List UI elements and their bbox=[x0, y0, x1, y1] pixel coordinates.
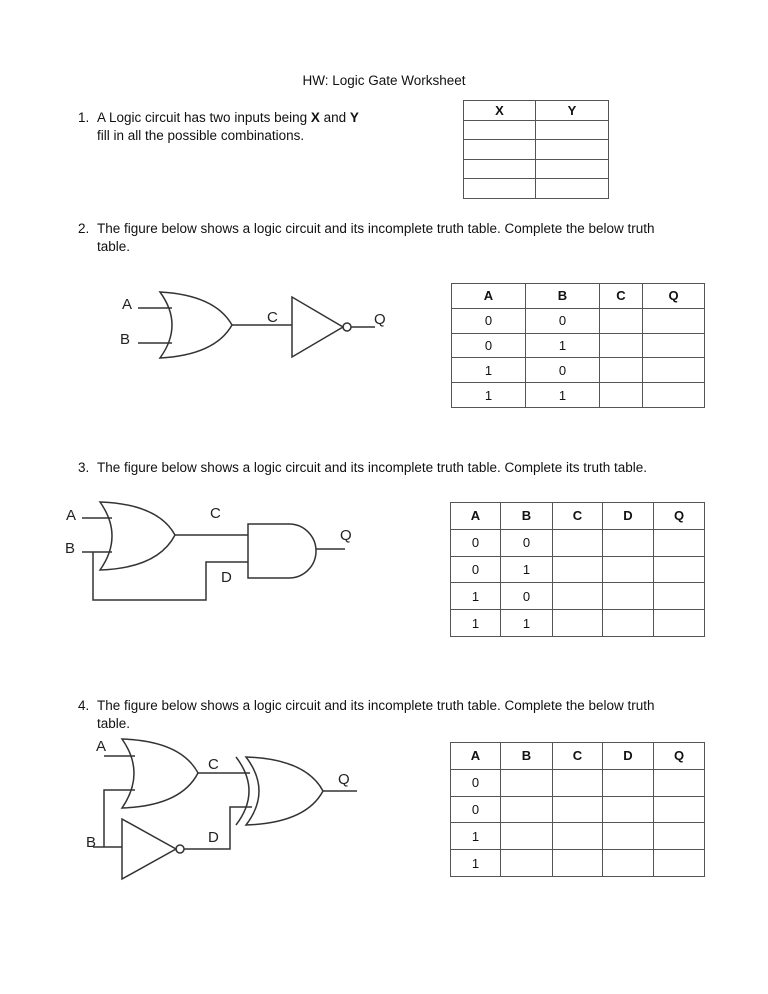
q4-label-a: A bbox=[96, 738, 107, 755]
table-row bbox=[451, 583, 705, 610]
table-cell[interactable] bbox=[553, 610, 603, 637]
table-row bbox=[451, 769, 705, 796]
table-cell[interactable]: 1 bbox=[526, 333, 600, 358]
table-header-cell: B bbox=[501, 503, 553, 530]
table-header-cell: A bbox=[451, 743, 501, 770]
q3-number: 3. bbox=[78, 460, 90, 475]
table-cell[interactable] bbox=[553, 823, 603, 850]
table-cell[interactable]: 0 bbox=[501, 529, 553, 556]
q1-text: A Logic circuit has two inputs being bbox=[97, 110, 311, 125]
table-header-cell: Q bbox=[643, 284, 705, 309]
q2-text-line1: The figure below shows a logic circuit and its incomplete truth table. Complete the below truth bbox=[97, 221, 655, 236]
table-cell[interactable]: 1 bbox=[451, 583, 501, 610]
table-header-cell: C bbox=[553, 743, 603, 770]
table-cell[interactable] bbox=[603, 583, 654, 610]
table-cell[interactable] bbox=[603, 850, 654, 877]
table-cell[interactable]: 1 bbox=[526, 383, 600, 408]
table-header-cell: A bbox=[451, 503, 501, 530]
table-cell[interactable] bbox=[654, 769, 705, 796]
q1-text-line2: fill in all the possible combinations. bbox=[97, 128, 305, 143]
table-cell[interactable]: 1 bbox=[451, 823, 501, 850]
xor-extra-curve bbox=[236, 757, 249, 825]
q2-text-line2: table. bbox=[97, 239, 131, 254]
not-gate bbox=[122, 819, 176, 879]
table-header-row bbox=[451, 743, 705, 770]
q4-label-b: B bbox=[86, 834, 97, 851]
or-gate bbox=[160, 292, 232, 358]
table-header-cell: B bbox=[526, 284, 600, 309]
table-header-cell: B bbox=[501, 743, 553, 770]
table-row bbox=[451, 796, 705, 823]
q2-label-a: A bbox=[122, 296, 133, 313]
table-header-row bbox=[451, 503, 705, 530]
table-cell[interactable] bbox=[553, 850, 603, 877]
table-header-cell: A bbox=[452, 284, 526, 309]
table-cell[interactable]: 1 bbox=[451, 850, 501, 877]
q2-label-c: C bbox=[267, 309, 278, 326]
q1-number: 1. bbox=[78, 110, 90, 125]
table-cell[interactable] bbox=[654, 583, 705, 610]
table-cell[interactable] bbox=[553, 583, 603, 610]
table-cell[interactable] bbox=[501, 850, 553, 877]
table-cell[interactable]: 0 bbox=[501, 583, 553, 610]
q2-label-q: Q bbox=[374, 311, 386, 328]
table-cell[interactable]: 1 bbox=[501, 556, 553, 583]
table-cell[interactable]: 0 bbox=[451, 529, 501, 556]
or-gate bbox=[100, 502, 175, 570]
table-cell[interactable] bbox=[501, 796, 553, 823]
table-row bbox=[451, 850, 705, 877]
table-cell[interactable] bbox=[553, 796, 603, 823]
q3-label-q: Q bbox=[340, 527, 352, 544]
table-row bbox=[451, 556, 705, 583]
var-x: X bbox=[310, 110, 320, 125]
table-header-cell: Y bbox=[536, 101, 609, 121]
table-cell[interactable] bbox=[603, 769, 654, 796]
table-cell[interactable] bbox=[501, 769, 553, 796]
table-cell[interactable] bbox=[654, 610, 705, 637]
not-gate bbox=[292, 297, 343, 357]
table-cell[interactable] bbox=[603, 529, 654, 556]
table-header-cell: Q bbox=[654, 503, 705, 530]
q2-number: 2. bbox=[78, 221, 90, 236]
wire-b-or bbox=[104, 790, 135, 847]
table-cell[interactable] bbox=[654, 850, 705, 877]
table-cell[interactable]: 1 bbox=[501, 610, 553, 637]
table-cell[interactable] bbox=[603, 823, 654, 850]
q4-label-c: C bbox=[208, 756, 219, 773]
q4-text-line2: table. bbox=[97, 716, 131, 731]
q3-label-b: B bbox=[65, 540, 76, 557]
or-gate bbox=[122, 739, 198, 808]
table-header-cell: D bbox=[603, 503, 654, 530]
q4-number: 4. bbox=[78, 698, 90, 713]
table-cell[interactable]: 0 bbox=[451, 556, 501, 583]
table-cell[interactable]: 0 bbox=[451, 769, 501, 796]
table-header-cell: D bbox=[603, 743, 654, 770]
table-cell[interactable]: 0 bbox=[452, 333, 526, 358]
q4-label-d: D bbox=[208, 829, 219, 846]
q4-label-q: Q bbox=[338, 771, 350, 788]
table-cell[interactable]: 0 bbox=[452, 308, 526, 333]
table-cell[interactable]: 1 bbox=[452, 383, 526, 408]
table-cell[interactable] bbox=[654, 823, 705, 850]
table-cell[interactable] bbox=[553, 556, 603, 583]
table-header-cell: X bbox=[464, 101, 536, 121]
q2-label-b: B bbox=[120, 331, 131, 348]
table-cell[interactable]: 0 bbox=[526, 358, 600, 383]
table-cell[interactable] bbox=[603, 556, 654, 583]
q3-text-line1: The figure below shows a logic circuit and its incomplete truth table. Complete its truth table. bbox=[97, 460, 648, 475]
table-cell[interactable] bbox=[654, 556, 705, 583]
table-cell[interactable] bbox=[603, 796, 654, 823]
q3-truth-table bbox=[450, 502, 705, 637]
table-cell[interactable] bbox=[501, 823, 553, 850]
xor-gate bbox=[246, 757, 323, 825]
table-row bbox=[451, 823, 705, 850]
q2-circuit bbox=[138, 292, 375, 358]
table-cell[interactable] bbox=[654, 529, 705, 556]
table-header-cell: Q bbox=[654, 743, 705, 770]
table-row bbox=[451, 610, 705, 637]
q1-and: and bbox=[319, 110, 350, 125]
and-gate bbox=[248, 524, 316, 578]
table-cell[interactable]: 1 bbox=[452, 358, 526, 383]
table-cell[interactable] bbox=[654, 796, 705, 823]
table-cell[interactable] bbox=[553, 769, 603, 796]
table-row bbox=[451, 529, 705, 556]
table-cell[interactable]: 0 bbox=[526, 308, 600, 333]
table-cell[interactable]: 1 bbox=[451, 610, 501, 637]
table-header-cell: C bbox=[553, 503, 603, 530]
q4-truth-table bbox=[450, 742, 705, 877]
table-header-cell: C bbox=[600, 284, 643, 309]
q3-label-d: D bbox=[221, 569, 232, 586]
table-cell[interactable]: 0 bbox=[451, 796, 501, 823]
table-cell[interactable] bbox=[553, 529, 603, 556]
var-y: Y bbox=[349, 110, 359, 125]
q4-circuit bbox=[93, 739, 357, 879]
table-cell[interactable] bbox=[603, 610, 654, 637]
q4-text-line1: The figure below shows a logic circuit and its incomplete truth table. Complete the below truth bbox=[97, 698, 655, 713]
q3-label-a: A bbox=[66, 507, 77, 524]
q3-label-c: C bbox=[210, 505, 221, 522]
worksheet-title: HW: Logic Gate Worksheet bbox=[302, 73, 466, 88]
